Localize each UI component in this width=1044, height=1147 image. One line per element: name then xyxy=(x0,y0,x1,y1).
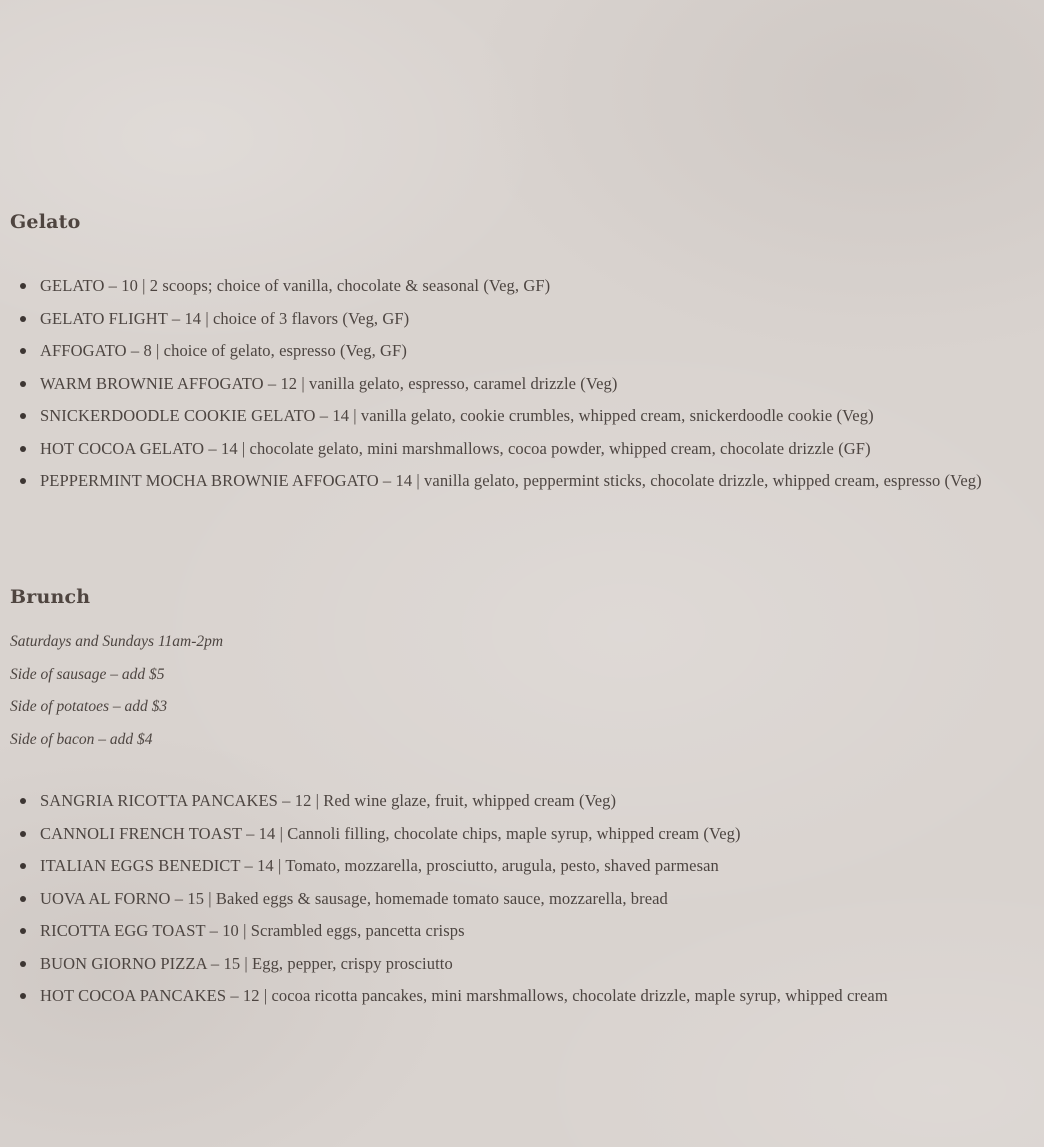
bullet-icon xyxy=(20,446,26,452)
list-item xyxy=(40,785,1020,818)
bullet-icon xyxy=(20,831,26,837)
menu-item-text: ITALIAN EGGS BENEDICT – 14 | Tomato, mozzarella, prosciutto, arugula, pesto, shaved parmesan xyxy=(40,856,719,875)
list-item xyxy=(40,270,1020,303)
side-note: Side of potatoes – add $3 xyxy=(10,698,168,715)
bullet-icon xyxy=(20,798,26,804)
list-item xyxy=(40,400,1020,433)
menu-item-text: CANNOLI FRENCH TOAST – 14 | Cannoli filling, chocolate chips, maple syrup, whipped cream (Veg) xyxy=(40,823,741,843)
brunch-notes xyxy=(10,626,223,756)
list-item xyxy=(40,850,1020,883)
bullet-icon xyxy=(20,316,26,322)
menu-item-text: BUON GIORNO PIZZA – 15 | Egg, pepper, crispy prosciutto xyxy=(40,953,453,973)
list-item xyxy=(40,948,1020,981)
bullet-icon xyxy=(20,961,26,967)
brunch-section-heading: Brunch xyxy=(10,586,91,608)
bullet-icon xyxy=(20,413,26,419)
bullet-icon xyxy=(20,381,26,387)
bullet-icon xyxy=(20,993,26,999)
bullet-icon xyxy=(20,928,26,934)
list-item xyxy=(40,335,1020,368)
bullet-icon xyxy=(20,863,26,869)
bullet-icon xyxy=(20,896,26,902)
gelato-section-heading: Gelato xyxy=(10,211,81,233)
side-note: Side of sausage – add $5 xyxy=(10,665,165,683)
brunch-hours-note: Saturdays and Sundays 11am-2pm xyxy=(10,633,224,650)
list-item xyxy=(40,465,1020,498)
menu-item-text: AFFOGATO – 8 | choice of gelato, espresso (Veg, GF) xyxy=(40,341,407,360)
menu-item-text: WARM BROWNIE AFFOGATO – 12 | vanilla gelato, espresso, caramel drizzle (Veg) xyxy=(40,373,618,393)
menu-item-text: SNICKERDOODLE COOKIE GELATO – 14 | vanilla gelato, cookie crumbles, whipped cream, snickerdoodle cookie (Veg) xyxy=(40,406,874,425)
gelato-menu-list xyxy=(10,270,1020,498)
side-note: Side of bacon – add $4 xyxy=(10,730,153,748)
menu-item-text: UOVA AL FORNO – 15 | Baked eggs & sausage, homemade tomato sauce, mozzarella, bread xyxy=(40,888,668,908)
list-item xyxy=(40,915,1020,948)
list-item xyxy=(40,433,1020,466)
menu-item-text: HOT COCOA PANCAKES – 12 | cocoa ricotta pancakes, mini marshmallows, chocolate drizzle, maple syrup, whipped cream xyxy=(40,986,888,1005)
brunch-menu-list xyxy=(10,785,1020,1013)
bullet-icon xyxy=(20,478,26,484)
menu-item-text: HOT COCOA GELATO – 14 | chocolate gelato, mini marshmallows, cocoa powder, whipped cream, chocolate drizzle (GF) xyxy=(40,438,871,458)
list-item xyxy=(40,368,1020,401)
bullet-icon xyxy=(20,283,26,289)
bullet-icon xyxy=(20,348,26,354)
list-item xyxy=(40,980,1020,1013)
list-item xyxy=(40,303,1020,336)
menu-item-text: GELATO – 10 | 2 scoops; choice of vanilla, chocolate & seasonal (Veg, GF) xyxy=(40,276,551,295)
list-item xyxy=(40,818,1020,851)
list-item xyxy=(40,883,1020,916)
menu-item-text: GELATO FLIGHT – 14 | choice of 3 flavors (Veg, GF) xyxy=(40,308,410,328)
menu-item-text: RICOTTA EGG TOAST – 10 | Scrambled eggs, pancetta crisps xyxy=(40,921,465,940)
menu-item-text: SANGRIA RICOTTA PANCAKES – 12 | Red wine glaze, fruit, whipped cream (Veg) xyxy=(40,791,617,810)
menu-item-text: PEPPERMINT MOCHA BROWNIE AFFOGATO – 14 | vanilla gelato, peppermint sticks, chocolate drizzle, whipped cream, espresso (Veg) xyxy=(40,471,982,490)
